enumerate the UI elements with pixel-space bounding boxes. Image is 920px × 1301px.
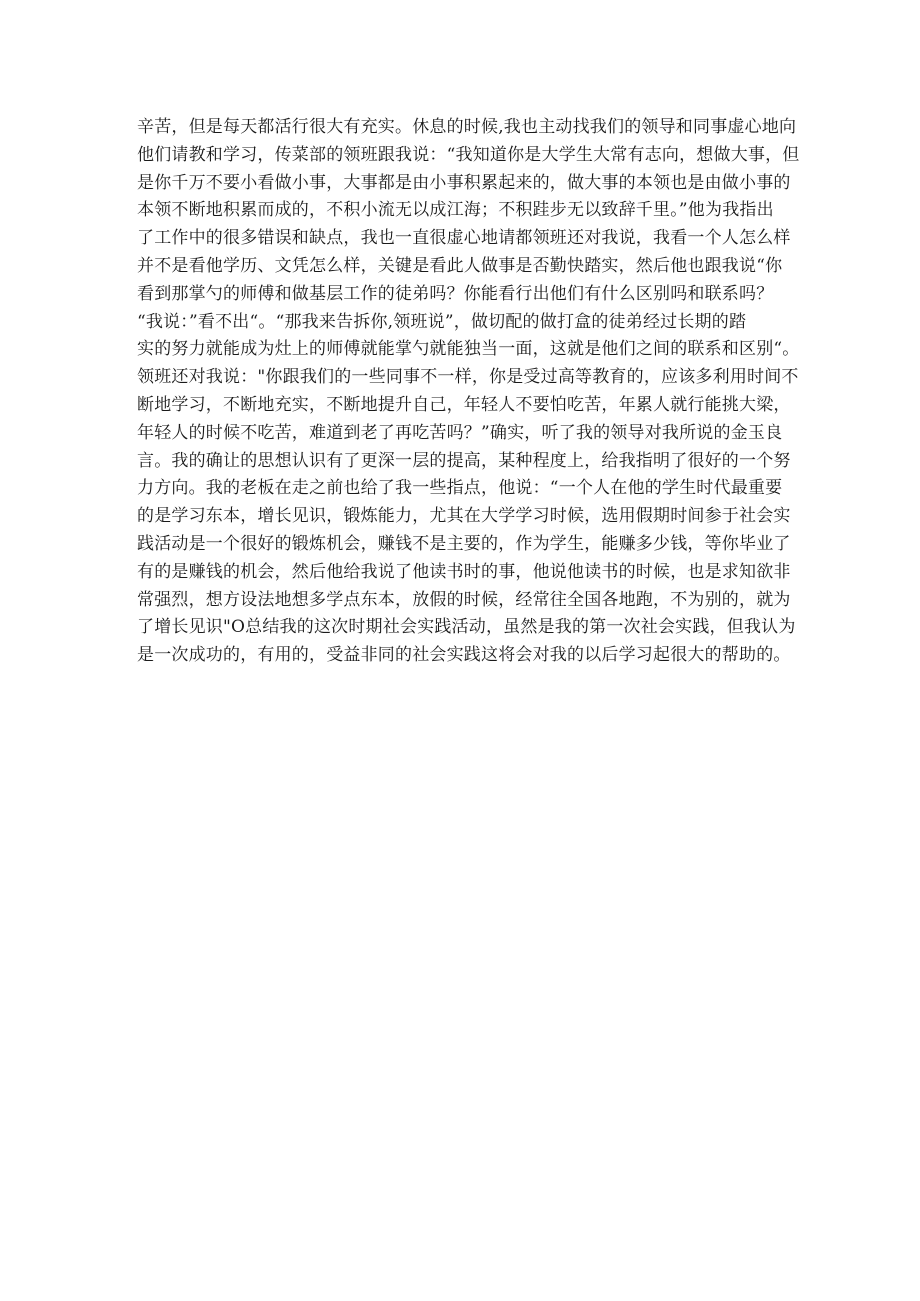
text-line-19: 了增长见识"O总结我的这次时期社会实践活动，虽然是我的第一次社会实践，但我认为 bbox=[137, 617, 796, 638]
text-line-1: 辛苦，但是每天都活行很大有充实。休息的时候,我也主动找我们的领导和同事虚心地向 bbox=[137, 117, 797, 137]
text-line-11: 断地学习，不断地充实，不断地提升自己，年轻人不要怕吃苦，年累人就行能挑大梁， bbox=[137, 394, 791, 415]
text-line-6: 并不是看他学历、文凭怎么样，关键是看此人做事是否勤快踏实，然后他也跟我说“你 bbox=[137, 255, 783, 276]
body-text bbox=[137, 114, 800, 670]
text-line-7: 看到那掌勺的师傅和做基层工作的徒弟吗？你能看行出他们有什么区别吗和联系吗？ bbox=[137, 283, 774, 304]
text-line-12: 年轻人的时候不吃苦，难道到老了再吃苦吗？”确实，听了我的领导对我所说的金玉良 bbox=[137, 422, 783, 443]
text-line-5: 了工作中的很多错误和缺点，我也一直很虚心地请都领班还对我说，我看一个人怎么样 bbox=[137, 228, 791, 249]
text-line-14: 力方向。我的老板在走之前也给了我一些指点，他说：“一个人在他的学生时代最重要 bbox=[137, 478, 783, 499]
text-line-2: 他们请教和学习，传菜部的领班跟我说：“我知道你是大学生大常有志向，想做大事，但 bbox=[137, 144, 800, 165]
text-line-15: 的是学习东本，增长见识，锻炼能力，尤其在大学学习时候，选用假期时间参于社会实 bbox=[137, 506, 791, 527]
text-line-8: “我说：”看不出“。“那我来告拆你,领班说”，做切配的做打盒的徒弟经过长期的踏 bbox=[137, 311, 747, 332]
text-line-13: 言。我的确让的思想认识有了更深一层的提高，某种程度上，给我指明了很好的一个努 bbox=[137, 450, 791, 471]
text-line-18: 常强烈，想方设法地想多学点东本，放假的时候，经常往全国各地跑，不为别的，就为 bbox=[137, 589, 791, 610]
text-line-4: 本领不断地积累而成的，不积小流无以成江海；不积跬步无以致辞千里。”他为我指出 bbox=[137, 200, 774, 221]
text-line-10: 领班还对我说："你跟我们的一些同事不一样，你是受过高等教育的，应该多利用时间不 bbox=[137, 367, 799, 388]
text-line-17: 有的是赚钱的机会，然后他给我说了他读书时的事，他说他读书的时候，也是求知欲非 bbox=[137, 561, 791, 582]
text-line-20: 是一次成功的，有用的，受益非同的社会实践这将会对我的以后学习起很大的帮助的。 bbox=[137, 645, 791, 666]
text-line-16: 践活动是一个很好的锻炼机会，赚钱不是主要的，作为学生，能赚多少钱，等你毕业了 bbox=[137, 533, 791, 554]
text-line-3: 是你千万不要小看做小事，大事都是由小事积累起来的，做大事的本领也是由做小事的 bbox=[137, 172, 791, 193]
text-line-9: 实的努力就能成为灶上的师傅就能掌勺就能独当一面，这就是他们之间的联系和区别“。 bbox=[137, 339, 800, 360]
